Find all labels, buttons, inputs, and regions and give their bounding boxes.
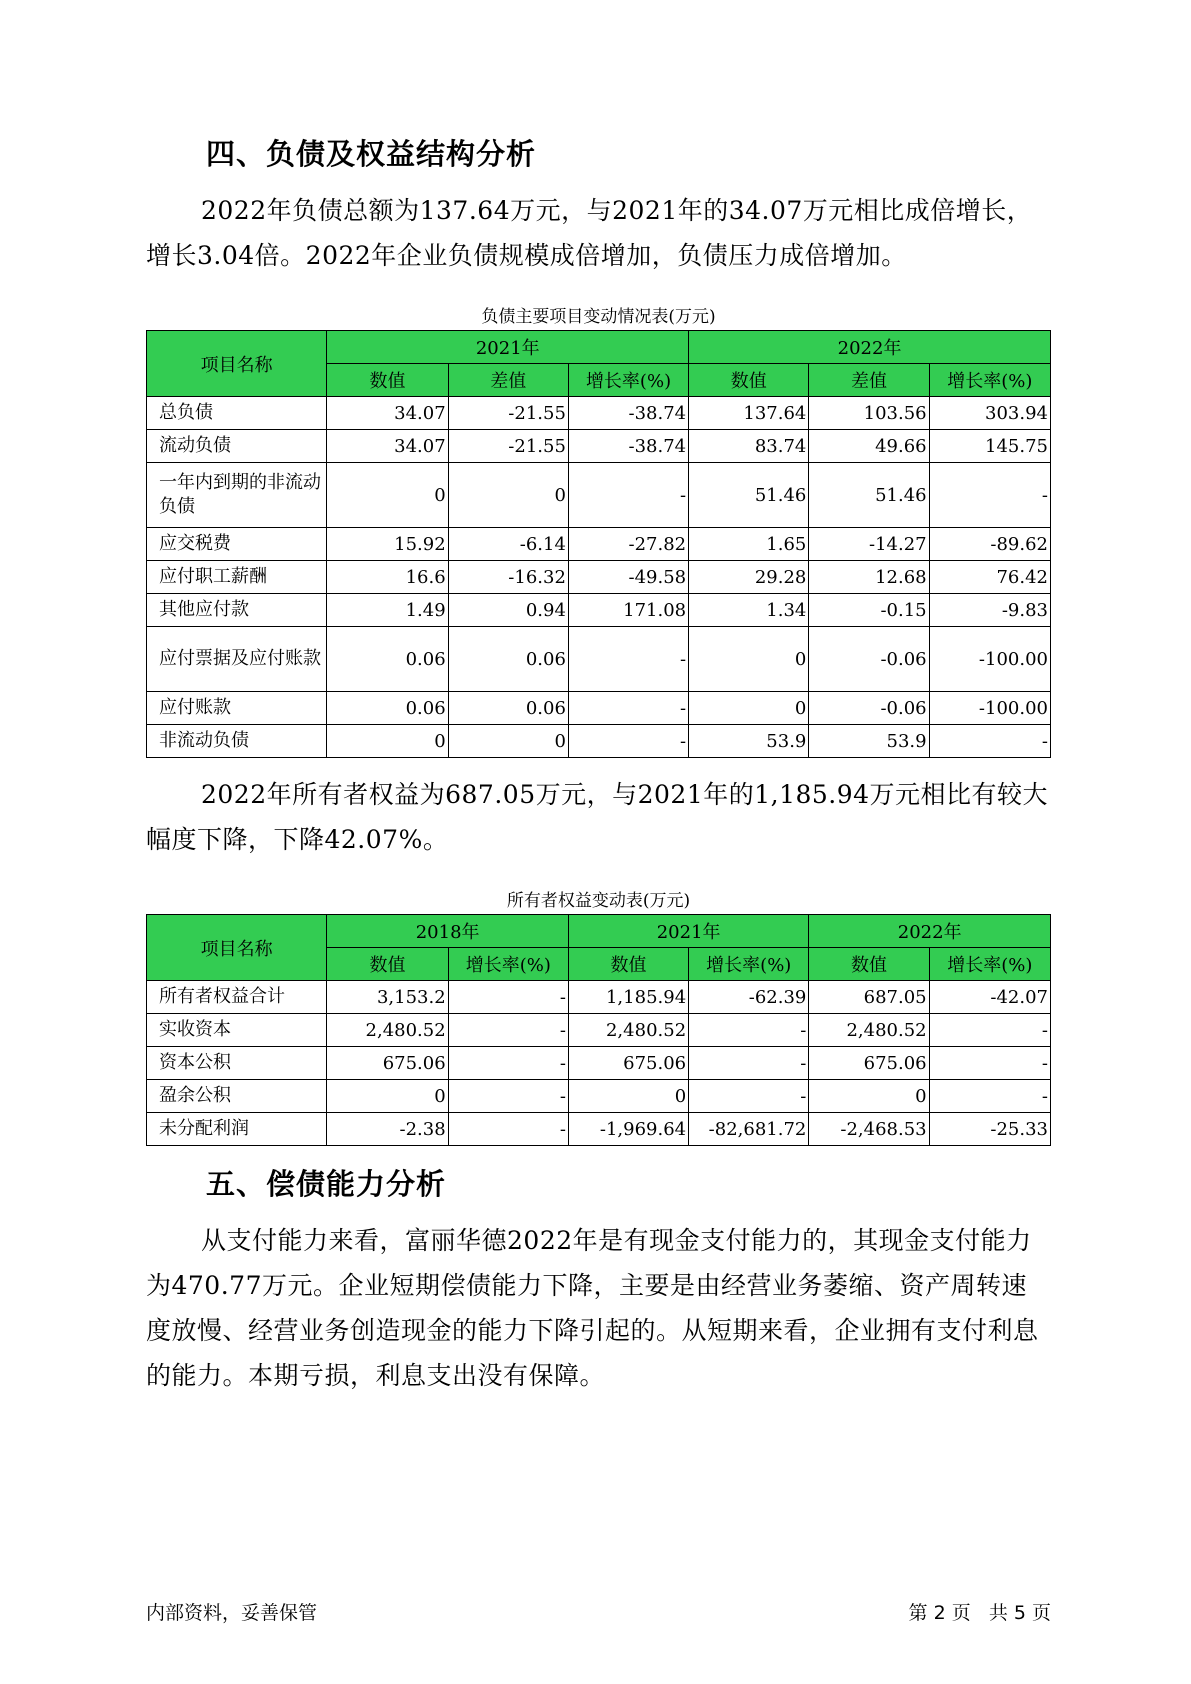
table-cell: 34.07 (327, 430, 448, 463)
table-cell: -49.58 (568, 561, 688, 594)
table-row (147, 528, 1051, 561)
table-row (147, 692, 1051, 725)
table-cell: 83.74 (689, 430, 809, 463)
column-header-value: 数值 (809, 948, 929, 981)
paragraph-solvency: 从支付能力来看，富丽华德2022年是有现金支付能力的，其现金支付能力为470.77万元。企业短期偿债能力下降，主要是由经营业务萎缩、资产周转速度放慢、经营业务创造现金的能力下降引起的。从短期来看，企业拥有支付利息的能力。本期亏损，利息支出没有保障。 (146, 1226, 1039, 1390)
table-cell: - (929, 1080, 1050, 1113)
table-cell: 0.06 (448, 692, 568, 725)
table-cell: 2,480.52 (327, 1014, 448, 1047)
row-label: 应付票据及应付账款 (147, 627, 327, 692)
row-label: 所有者权益合计 (147, 981, 327, 1014)
paragraph-equity-summary: 2022年所有者权益为687.05万元，与2021年的1,185.94万元相比有较大幅度下降，下降42.07%。 (146, 780, 1049, 854)
table-cell: 0.06 (327, 692, 448, 725)
table-cell: -100.00 (929, 692, 1050, 725)
column-header-value: 数值 (689, 364, 809, 397)
column-header-difference: 差值 (448, 364, 568, 397)
column-header-value: 数值 (327, 364, 448, 397)
table-cell: -16.32 (448, 561, 568, 594)
table-cell: 675.06 (809, 1047, 929, 1080)
table-cell: 16.6 (327, 561, 448, 594)
table-cell: - (568, 463, 688, 528)
table-cell: 1.65 (689, 528, 809, 561)
row-label: 一年内到期的非流动负债 (147, 463, 327, 528)
column-header-difference: 差值 (809, 364, 929, 397)
column-header-growth-rate: 增长率(%) (689, 948, 809, 981)
column-header-value: 数值 (327, 948, 448, 981)
paragraph-liabilities-summary: 2022年负债总额为137.64万元，与2021年的34.07万元相比成倍增长，增长3.04倍。2022年企业负债规模成倍增加，负债压力成倍增加。 (146, 196, 1033, 270)
footer-confidential-note: 内部资料，妥善保管 (146, 1602, 318, 1624)
row-label: 应交税费 (147, 528, 327, 561)
table-row (147, 594, 1051, 627)
table-row (147, 561, 1051, 594)
table-cell: -21.55 (448, 430, 568, 463)
table-cell: -0.15 (809, 594, 929, 627)
table-cell: - (448, 1080, 568, 1113)
table-row (147, 981, 1051, 1014)
table-cell: -62.39 (689, 981, 809, 1014)
table-cell: -1,969.64 (568, 1113, 688, 1146)
table-cell: 0 (689, 627, 809, 692)
column-header-year-2021: 2021年 (568, 915, 808, 948)
row-label: 应付账款 (147, 692, 327, 725)
table-cell: -100.00 (929, 627, 1050, 692)
column-header-growth-rate: 增长率(%) (929, 948, 1050, 981)
table-cell: 0 (327, 1080, 448, 1113)
table-cell: 49.66 (809, 430, 929, 463)
column-header-growth-rate: 增长率(%) (448, 948, 568, 981)
table-cell: 1.34 (689, 594, 809, 627)
table-cell: 0 (327, 725, 448, 758)
table-cell: - (448, 981, 568, 1014)
table-cell: 675.06 (568, 1047, 688, 1080)
table-row (147, 1014, 1051, 1047)
table-cell: - (929, 725, 1050, 758)
section-heading-liabilities: 四、负债及权益结构分析 (206, 137, 537, 171)
table-cell: 0 (689, 692, 809, 725)
row-label: 盈余公积 (147, 1080, 327, 1113)
table-cell: - (448, 1047, 568, 1080)
table-cell: 2,480.52 (568, 1014, 688, 1047)
liabilities-table (146, 330, 1051, 758)
table-row (147, 1113, 1051, 1146)
table-cell: -0.06 (809, 692, 929, 725)
table-cell: 34.07 (327, 397, 448, 430)
table-cell: -25.33 (929, 1113, 1050, 1146)
table-cell: - (689, 1014, 809, 1047)
table-cell: 0.06 (327, 627, 448, 692)
table-cell: 0 (568, 1080, 688, 1113)
column-header-year-2018: 2018年 (327, 915, 569, 948)
table-cell: 12.68 (809, 561, 929, 594)
table-cell: - (689, 1080, 809, 1113)
table-cell: 675.06 (327, 1047, 448, 1080)
table-cell: 137.64 (689, 397, 809, 430)
column-header-year-2021: 2021年 (327, 331, 689, 364)
table-cell: 687.05 (809, 981, 929, 1014)
row-label: 总负债 (147, 397, 327, 430)
column-header-growth-rate: 增长率(%) (929, 364, 1050, 397)
column-header-year-2022: 2022年 (809, 915, 1051, 948)
row-label: 非流动负债 (147, 725, 327, 758)
table-cell: -38.74 (568, 397, 688, 430)
table-cell: -89.62 (929, 528, 1050, 561)
table-cell: 3,153.2 (327, 981, 448, 1014)
table-caption-equity: 所有者权益变动表(万元) (506, 891, 691, 911)
table-cell: 51.46 (689, 463, 809, 528)
table-row (147, 463, 1051, 528)
table-cell: - (568, 627, 688, 692)
table-cell: - (689, 1047, 809, 1080)
table-cell: 0.94 (448, 594, 568, 627)
table-row (147, 627, 1051, 692)
row-label: 其他应付款 (147, 594, 327, 627)
table-cell: -2,468.53 (809, 1113, 929, 1146)
table-cell: -21.55 (448, 397, 568, 430)
row-label: 应付职工薪酬 (147, 561, 327, 594)
table-cell: -82,681.72 (689, 1113, 809, 1146)
table-cell: 53.9 (689, 725, 809, 758)
row-label: 资本公积 (147, 1047, 327, 1080)
table-cell: 15.92 (327, 528, 448, 561)
table-cell: 1.49 (327, 594, 448, 627)
table-cell: - (448, 1014, 568, 1047)
table-cell: -42.07 (929, 981, 1050, 1014)
table-cell: - (929, 1014, 1050, 1047)
equity-table (146, 914, 1051, 1146)
table-cell: - (448, 1113, 568, 1146)
table-cell: 29.28 (689, 561, 809, 594)
footer-page-number: 第 2 页 共 5 页 (908, 1602, 1051, 1624)
table-cell: 145.75 (929, 430, 1050, 463)
table-cell: 0.06 (448, 627, 568, 692)
table-cell: 2,480.52 (809, 1014, 929, 1047)
section-heading-solvency: 五、偿债能力分析 (206, 1167, 447, 1201)
table-cell: 0 (809, 1080, 929, 1113)
table-cell: 103.56 (809, 397, 929, 430)
table-cell: -27.82 (568, 528, 688, 561)
table-cell: - (568, 725, 688, 758)
row-label: 实收资本 (147, 1014, 327, 1047)
table-cell: -38.74 (568, 430, 688, 463)
column-header-year-2022: 2022年 (689, 331, 1051, 364)
table-cell: 0 (448, 463, 568, 528)
table-cell: -0.06 (809, 627, 929, 692)
table-cell: 0 (327, 463, 448, 528)
table-cell: 76.42 (929, 561, 1050, 594)
column-header-growth-rate: 增长率(%) (568, 364, 688, 397)
table-row (147, 397, 1051, 430)
table-cell: -9.83 (929, 594, 1050, 627)
table-cell: -2.38 (327, 1113, 448, 1146)
table-row (147, 430, 1051, 463)
column-header-item-name: 项目名称 (147, 331, 327, 397)
column-header-value: 数值 (568, 948, 688, 981)
table-cell: 303.94 (929, 397, 1050, 430)
table-cell: 53.9 (809, 725, 929, 758)
table-cell: - (929, 1047, 1050, 1080)
table-cell: - (568, 692, 688, 725)
column-header-item-name: 项目名称 (147, 915, 327, 981)
table-cell: 51.46 (809, 463, 929, 528)
table-cell: 1,185.94 (568, 981, 688, 1014)
table-cell: - (929, 463, 1050, 528)
table-caption-liabilities: 负债主要项目变动情况表(万元) (481, 307, 716, 327)
table-row (147, 1080, 1051, 1113)
row-label: 未分配利润 (147, 1113, 327, 1146)
table-row (147, 725, 1051, 758)
row-label: 流动负债 (147, 430, 327, 463)
table-cell: -6.14 (448, 528, 568, 561)
table-cell: 0 (448, 725, 568, 758)
table-cell: 171.08 (568, 594, 688, 627)
table-row (147, 1047, 1051, 1080)
table-cell: -14.27 (809, 528, 929, 561)
